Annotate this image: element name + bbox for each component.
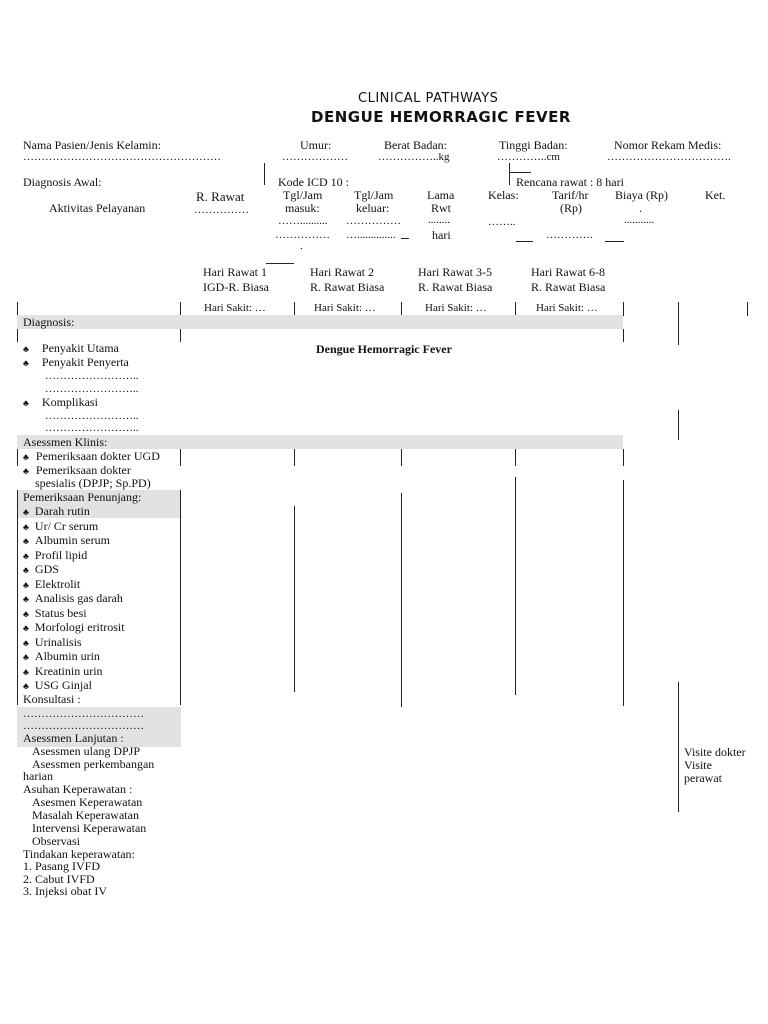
medical-record-label: Nomor Rekam Medis:: [614, 138, 722, 152]
asesmen-lanjutan-item-1: Asessmen ulang DPJP: [32, 744, 141, 758]
age-dots[interactable]: ………………: [282, 151, 348, 163]
penunjang-item-label: Ur/ Cr serum: [34, 518, 99, 533]
asesmen-lanjutan-item-2: Asessmen perkembangan: [32, 757, 155, 771]
penunjang-item: [23, 504, 125, 519]
asesmen-klinis-header: Asessmen Klinis:: [23, 435, 108, 449]
tindakan-item-2: 2. Cabut IVFD: [23, 872, 95, 886]
penunjang-list: [23, 504, 125, 693]
asesmen-klinis-item-3-label: spesialis (DPJP; Sp.PD): [35, 476, 151, 490]
club-bullet-icon: ♣: [23, 452, 29, 462]
diagnosis-value: Dengue Hemorragic Fever: [316, 342, 452, 356]
penunjang-item-label: USG Ginjal: [34, 678, 92, 692]
tindakan-item-3: 3. Injeksi obat IV: [23, 884, 107, 898]
biaya-header-2: .: [639, 201, 642, 215]
tgl-masuk-dots-1[interactable]: ……..........: [278, 215, 328, 227]
club-bullet-icon: ♣: [23, 594, 29, 604]
day-2-line2: R. Rawat Biasa: [310, 280, 385, 294]
club-bullet-icon: ♣: [23, 507, 29, 517]
club-bullet-icon: ♣: [23, 344, 29, 354]
penunjang-item-label: GDS: [34, 562, 59, 576]
diagnosis-penyerta-label: Penyakit Penyerta: [41, 355, 129, 369]
club-bullet-icon: ♣: [23, 666, 29, 677]
penunjang-item-label: Kreatinin urin: [34, 663, 103, 678]
tgl-masuk-dots-3: .: [300, 240, 303, 252]
asuhan-item-1: Asesmen Keperawatan: [32, 795, 143, 809]
penunjang-item-label: Analisis gas darah: [34, 591, 123, 605]
lama-header-2: Rwt: [431, 201, 452, 215]
tindakan-item-1: 1. Pasang IVFD: [23, 859, 100, 873]
konsultasi-dots-1[interactable]: ……………………………: [23, 708, 144, 720]
penunjang-item: [23, 533, 125, 548]
diagnosis-komplikasi-row: [23, 395, 98, 410]
biaya-dots[interactable]: ...........: [624, 214, 655, 226]
tgl-keluar-dots-1[interactable]: ……………: [346, 215, 401, 227]
lama-dots[interactable]: ........: [428, 214, 450, 226]
weight-label: Berat Badan:: [384, 138, 447, 152]
r-rawat-dots[interactable]: ……………: [194, 204, 249, 216]
asesmen-lanjutan-header: Asessmen Lanjutan :: [23, 731, 124, 745]
konsultasi-header: Konsultasi :: [23, 692, 81, 706]
icd-label: Kode ICD 10 :: [278, 175, 349, 189]
konsultasi-dots-2[interactable]: ……………………………: [23, 720, 144, 732]
biaya-header-1: Biaya (Rp): [615, 188, 668, 202]
tarif-dots[interactable]: ………….: [546, 229, 593, 241]
day-4-line1: Hari Rawat 6-8: [531, 265, 605, 279]
penunjang-header: Pemeriksaan Penunjang:: [23, 490, 142, 504]
height-dots[interactable]: …………..cm: [497, 151, 560, 163]
club-bullet-icon: ♣: [23, 652, 29, 662]
visite: Visite: [684, 758, 712, 772]
tgl-keluar-dots-2[interactable]: …..............: [346, 229, 396, 241]
diagnosis-awal-label: Diagnosis Awal:: [23, 175, 102, 189]
kelas-header: Kelas:: [488, 188, 519, 202]
day-3-header: [418, 265, 492, 295]
day-2-hari-sakit[interactable]: Hari Sakit: …: [314, 302, 376, 314]
penunjang-item: [23, 620, 125, 635]
penunjang-item-label: Darah rutin: [34, 504, 90, 518]
day-4-hari-sakit[interactable]: Hari Sakit: …: [536, 302, 598, 314]
club-bullet-icon: ♣: [23, 536, 29, 546]
height-label: Tinggi Badan:: [499, 138, 568, 152]
medical-record-dots[interactable]: …………………………….: [607, 151, 731, 163]
penunjang-item: [23, 635, 125, 650]
club-bullet-icon: ♣: [23, 608, 29, 619]
day-3-line2: R. Rawat Biasa: [418, 280, 493, 294]
weight-dots[interactable]: ……………..kg: [378, 151, 450, 163]
tgl-keluar-header-1: Tgl/Jam: [354, 188, 394, 202]
asesmen-lanjutan-item-3: harian: [23, 769, 53, 783]
tarif-header-2: (Rp): [560, 201, 582, 215]
tgl-masuk-header-1: Tgl/Jam: [283, 188, 323, 202]
day-1-hari-sakit[interactable]: Hari Sakit: …: [204, 302, 266, 314]
asesmen-klinis-item-1: [23, 449, 160, 464]
club-bullet-icon: ♣: [23, 521, 29, 532]
club-bullet-icon: ♣: [23, 681, 29, 691]
penunjang-item-label: Morfologi eritrosit: [34, 620, 125, 634]
penunjang-item-label: Elektrolit: [34, 576, 81, 591]
tgl-keluar-header-2: keluar:: [356, 201, 390, 215]
asuhan-item-3: Intervensi Keperawatan: [32, 821, 147, 835]
penunjang-item-label: Profil lipid: [34, 547, 88, 562]
penunjang-item: [23, 562, 125, 577]
diagnosis-utama-row: [23, 341, 119, 356]
diagnosis-penyerta-row: [23, 355, 129, 370]
day-4-header: [531, 265, 605, 295]
r-rawat-header: R. Rawat: [196, 189, 245, 204]
club-bullet-icon: ♣: [23, 565, 29, 575]
penunjang-item-label: Status besi: [34, 605, 87, 620]
diagnosis-header: Diagnosis:: [23, 315, 75, 329]
tarif-header-1: Tarif/hr: [552, 188, 589, 202]
perawat: perawat: [684, 771, 722, 785]
tindakan-header: Tindakan keperawatan:: [23, 847, 135, 861]
asesmen-klinis-item-2-label: Pemeriksaan dokter: [35, 463, 131, 477]
club-bullet-icon: ♣: [23, 637, 29, 648]
asuhan-item-2: Masalah Keperawatan: [32, 808, 139, 822]
title-main: DENGUE HEMORRAGIC FEVER: [311, 108, 571, 126]
penunjang-item: [23, 678, 125, 693]
patient-name-label: Nama Pasien/Jenis Kelamin:: [23, 138, 161, 152]
club-bullet-icon: ♣: [23, 579, 29, 590]
kelas-dots[interactable]: ……..: [488, 216, 516, 228]
penunjang-item: [23, 519, 125, 534]
komplikasi-dots-1[interactable]: ……………………..: [45, 410, 139, 422]
club-bullet-icon: ♣: [23, 623, 29, 633]
title-top: CLINICAL PATHWAYS: [358, 91, 499, 106]
penunjang-item: [23, 548, 125, 563]
penunjang-item: [23, 664, 125, 679]
asuhan-item-4: Observasi: [32, 834, 80, 848]
asuhan-header: Asuhan Keperawatan :: [23, 782, 133, 796]
penunjang-item-label: Urinalisis: [34, 634, 82, 649]
day-1-header: [203, 265, 269, 295]
day-2-header: [310, 265, 384, 295]
club-bullet-icon: ♣: [23, 358, 29, 368]
ket-header: Ket.: [705, 188, 726, 202]
age-label: Umur:: [300, 138, 332, 152]
penunjang-item-label: Albumin serum: [34, 533, 110, 547]
tgl-masuk-header-2: masuk:: [285, 201, 320, 215]
penyerta-dots-2[interactable]: ……………………..: [45, 383, 139, 395]
day-1-line1: Hari Rawat 1: [203, 265, 267, 279]
rencana-rawat-label: Rencana rawat : 8 hari: [516, 175, 624, 189]
diagnosis-utama-label: Penyakit Utama: [41, 341, 119, 355]
komplikasi-dots-2[interactable]: ……………………..: [45, 422, 139, 434]
lama-header-3: hari: [432, 228, 451, 242]
penunjang-item: [23, 606, 125, 621]
penunjang-item: [23, 577, 125, 592]
penyerta-dots-1[interactable]: ……………………..: [45, 370, 139, 382]
patient-name-dots[interactable]: ………………………………………………: [23, 151, 221, 163]
tgl-masuk-dots-2[interactable]: ……………: [275, 229, 330, 241]
club-bullet-icon: ♣: [23, 550, 29, 561]
club-bullet-icon: ♣: [23, 466, 29, 476]
day-4-line2: R. Rawat Biasa: [531, 280, 606, 294]
penunjang-item: [23, 649, 125, 664]
diagnosis-komplikasi-label: Komplikasi: [41, 395, 98, 409]
club-bullet-icon: ♣: [23, 398, 29, 408]
penunjang-item-label: Albumin urin: [34, 649, 100, 663]
day-3-hari-sakit[interactable]: Hari Sakit: …: [425, 302, 487, 314]
lama-header-1: Lama: [427, 188, 455, 202]
day-2-line1: Hari Rawat 2: [310, 265, 374, 279]
day-1-line2: IGD-R. Biasa: [203, 280, 269, 294]
penunjang-item: [23, 591, 125, 606]
aktivitas-header: Aktivitas Pelayanan: [49, 201, 146, 215]
day-3-line1: Hari Rawat 3-5: [418, 265, 492, 279]
visite-dokter: Visite dokter: [684, 745, 746, 759]
asesmen-klinis-item-1-label: Pemeriksaan dokter UGD: [35, 449, 160, 463]
